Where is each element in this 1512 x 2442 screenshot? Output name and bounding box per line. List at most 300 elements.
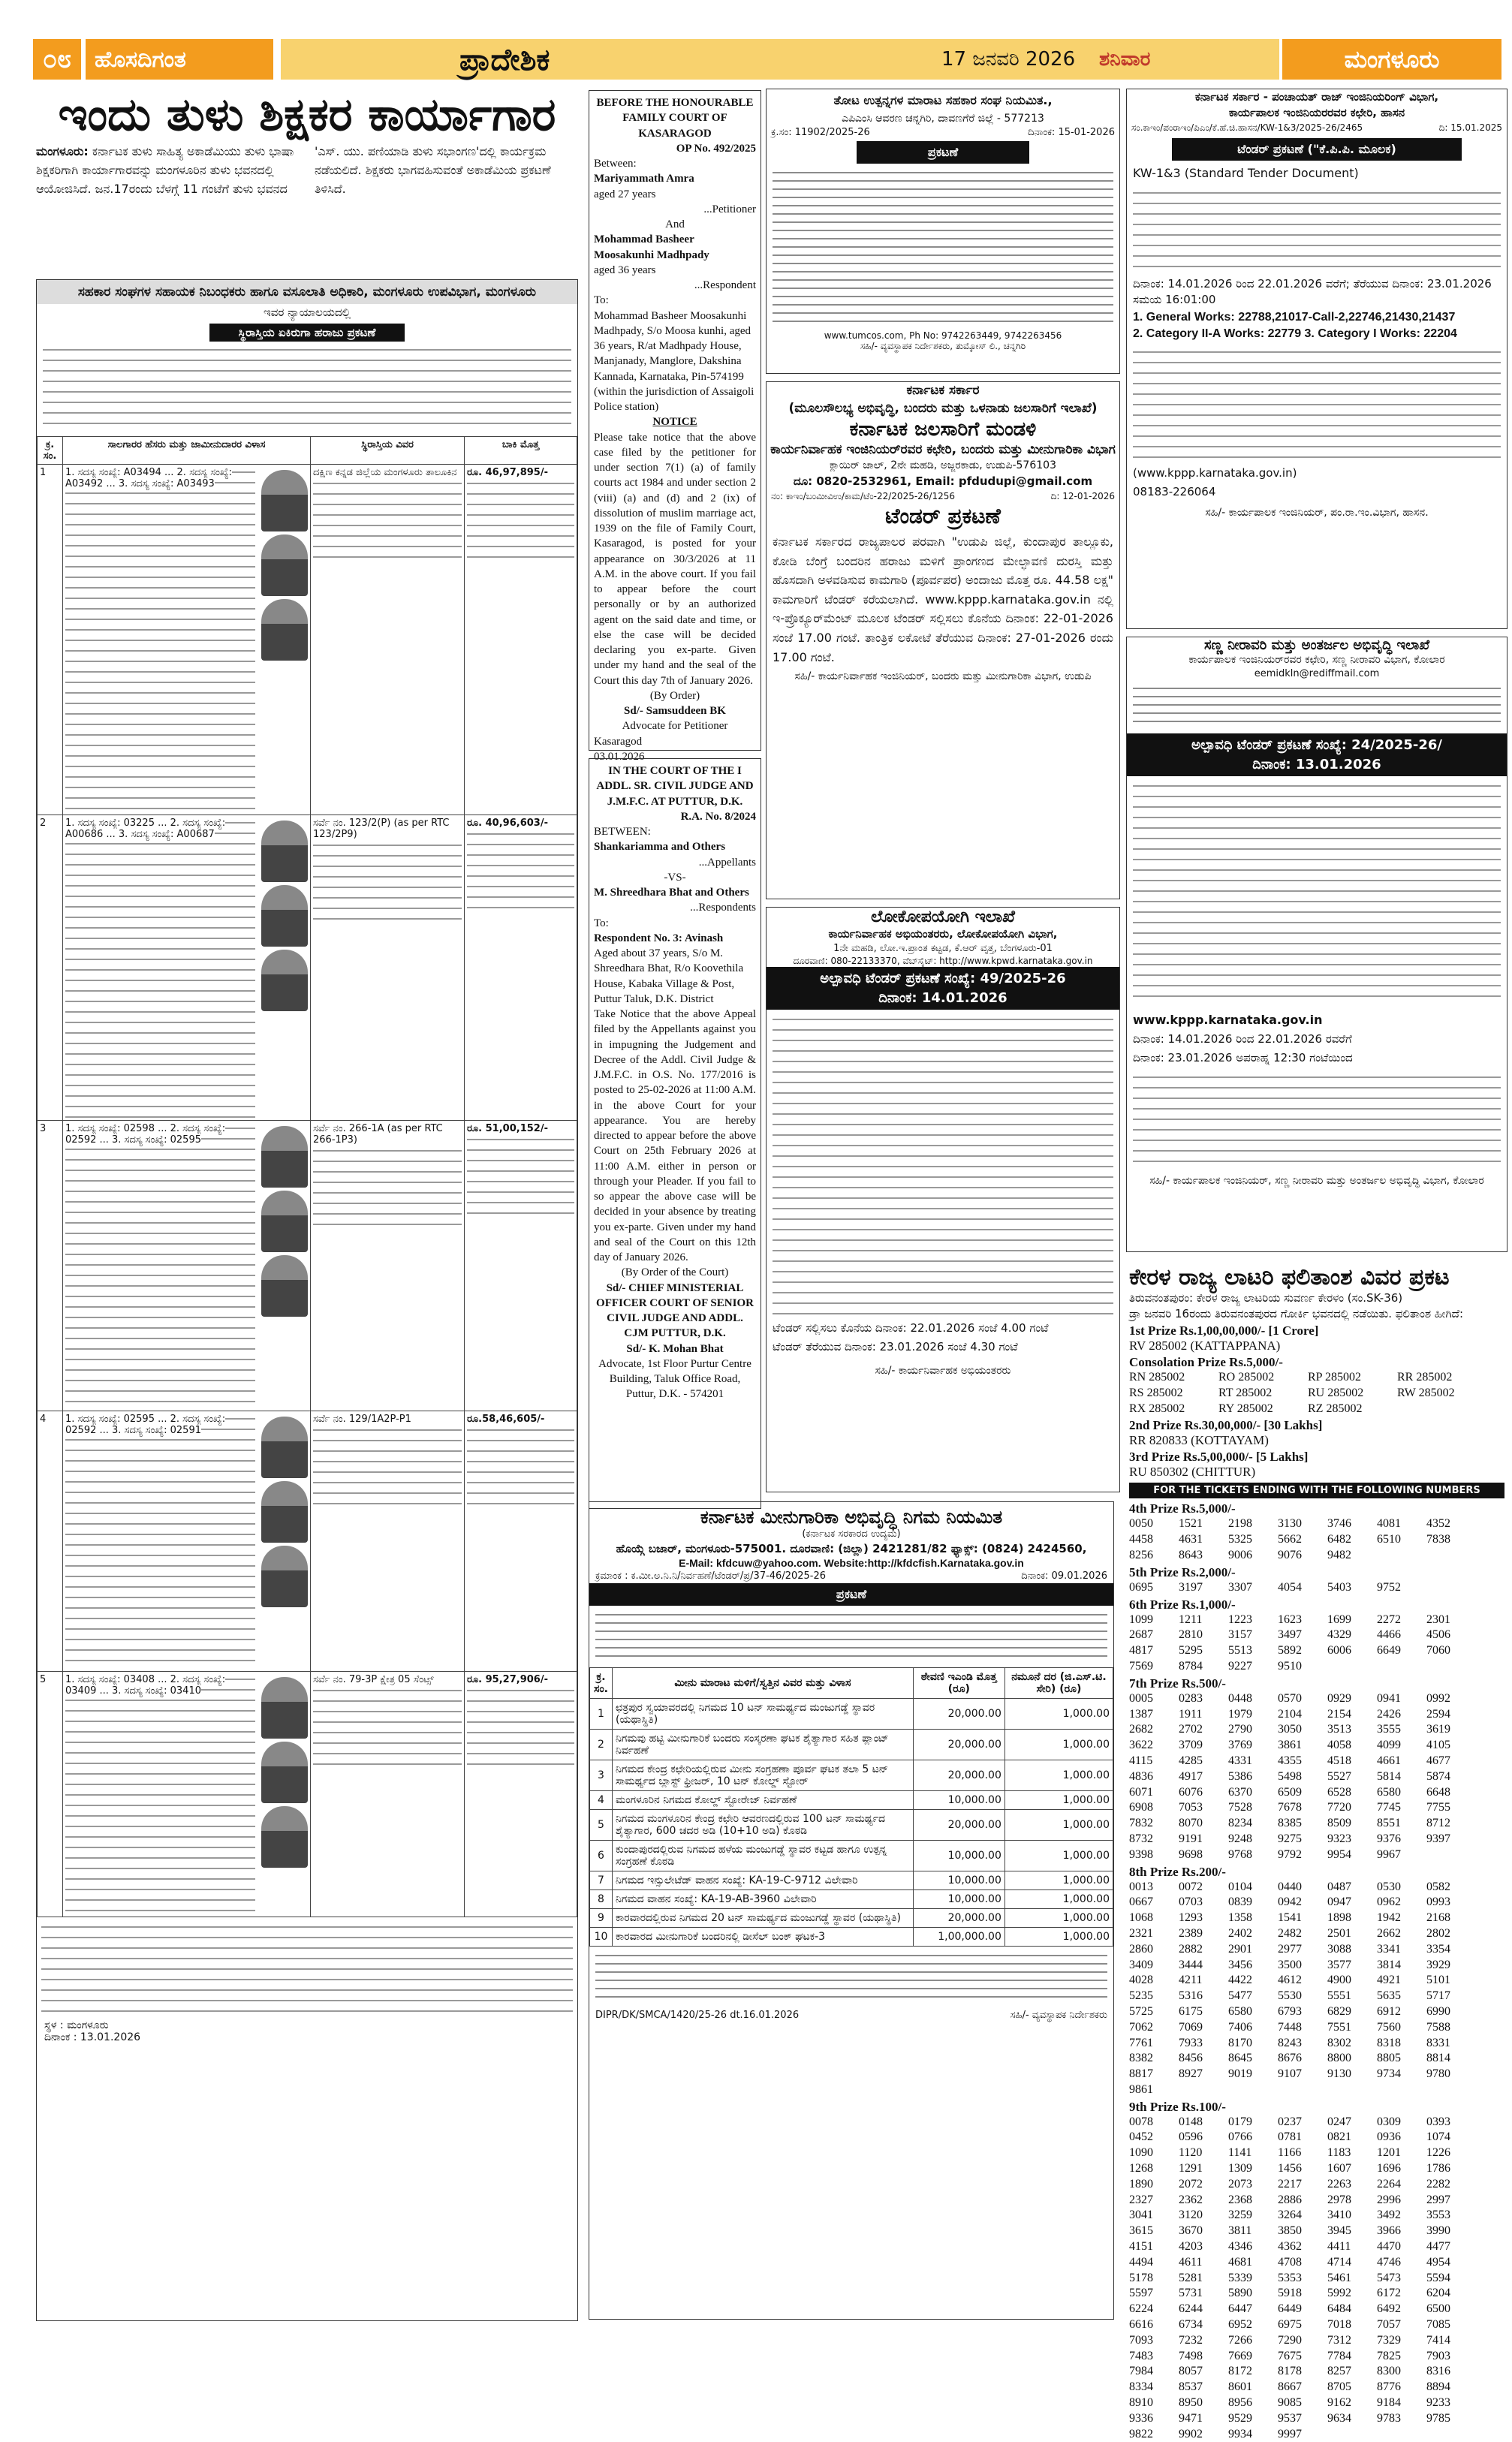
- ticket-number: 5551: [1327, 1989, 1351, 2003]
- ticket-number: 9323: [1327, 1832, 1351, 1845]
- edition-city: ಮಂಗಳೂರು: [1282, 39, 1501, 80]
- court1-petitioner-role: ...Petitioner: [703, 203, 756, 215]
- ticket-number: 2810: [1179, 1628, 1203, 1642]
- ticket-number: 9510: [1278, 1659, 1302, 1673]
- ticket-number: 8805: [1377, 2052, 1401, 2065]
- masthead: [33, 39, 1512, 80]
- ticket-number: 0695: [1129, 1580, 1153, 1594]
- ticket-number: 7483: [1129, 2349, 1153, 2362]
- lead-headline: ಇಂದು ತುಳು ಶಿಕ್ಷಕರ ಕಾರ್ಯಾಗಾರ: [58, 89, 556, 141]
- ticket-number: 1623: [1278, 1612, 1302, 1626]
- court2-to-address: Aged about 37 years, S/o M. Shreedhara Bhat, R/o Koovethila House, Kabaka Village & Post, Puttur Taluk, D.K. District: [594, 947, 744, 1005]
- ticket-number: 9783: [1377, 2411, 1401, 2425]
- ticket-number: 7085: [1426, 2318, 1450, 2332]
- ticket-number: 4331: [1228, 1754, 1252, 1767]
- ticket-number: 1387: [1129, 1707, 1153, 1721]
- kfdc-cell-sl: 6: [590, 1841, 613, 1871]
- ticket-number: 8070: [1179, 1817, 1203, 1830]
- ticket-number: 0781: [1278, 2130, 1302, 2144]
- kfdc-cell-fee: 1,000.00: [1004, 1928, 1113, 1947]
- kfdc-cell-emd: 10,000.00: [913, 1890, 1004, 1909]
- ticket-number: 9529: [1228, 2411, 1252, 2425]
- ticket-number: 7669: [1228, 2349, 1252, 2362]
- pwd-address: 1ನೇ ಮಹಡಿ, ಲೋ.ಇ.ಪ್ರಾಂತ ಕಟ್ಟಡ, ಕೆ.ಆರ್ ವೃತ್ತ, ಬೆಂಗಳೂರು-01: [833, 943, 1053, 954]
- consolation-numbers: [1129, 1370, 1504, 1417]
- ticket-number: 8551: [1377, 1817, 1401, 1830]
- court1-petitioner: Mariyammath Amra: [594, 173, 694, 185]
- ticket-number: RU 285002: [1308, 1386, 1364, 1399]
- ticket-number: 0962: [1377, 1895, 1401, 1909]
- ticket-number: 1786: [1426, 2162, 1450, 2176]
- court2-appellants-role: ...Appellants: [698, 856, 756, 869]
- ticket-number: 4921: [1377, 1974, 1401, 1987]
- ticket-number: 4058: [1327, 1739, 1351, 1752]
- prize-6-label: 6th Prize Rs.1,000/-: [1129, 1597, 1236, 1612]
- ticket-number: 2073: [1228, 2177, 1252, 2191]
- kfdc-cell-fee: 1,000.00: [1004, 1890, 1113, 1909]
- ticket-number: 3769: [1228, 1739, 1252, 1752]
- kfdc-cell-sl: 8: [590, 1890, 613, 1909]
- ticket-number: 2997: [1426, 2193, 1450, 2206]
- ticket-number: 8318: [1377, 2036, 1401, 2049]
- kfdc-cell-fee: 1,000.00: [1004, 1871, 1113, 1890]
- ticket-number: 1223: [1228, 1612, 1252, 1626]
- row-amount-text: ರೂ. 51,00,152/-: [467, 1123, 548, 1134]
- row-amount-text: ರೂ. 40,96,603/-: [467, 818, 548, 829]
- court-notice-kasaragod: [589, 90, 761, 763]
- ticket-number: 8256: [1129, 1548, 1153, 1561]
- row-party-text: 1. ಸದಸ್ಯ ಸಂಖ್ಯೆ: 02595 ... 2. ಸದಸ್ಯ ಸಂಖ್ಯೆ: 02592 ... 3. ಸದಸ್ಯ ಸಂಖ್ಯೆ: 02591: [65, 1414, 226, 1436]
- ticket-number: 8676: [1278, 2052, 1302, 2065]
- ticket-number: 3120: [1179, 2209, 1203, 2222]
- ticket-number: 9954: [1327, 1847, 1351, 1861]
- kfdc-cell-emd: 20,000.00: [913, 1730, 1004, 1760]
- ticket-number: 9398: [1129, 1847, 1153, 1861]
- row-party-text: 1. ಸದಸ್ಯ ಸಂಖ್ಯೆ: A03494 ... 2. ಸದಸ್ಯ ಸಂಖ್ಯೆ: A03492 ... 3. ಸದಸ್ಯ ಸಂಖ್ಯೆ: A03493: [65, 467, 233, 489]
- ticket-number: 0237: [1278, 2115, 1302, 2128]
- kfdc-cell-desc: ನಿಗಮದ ಇನ್ಸುಲೇಟೆಡ್ ವಾಹನ ಸಂಖ್ಯೆ: KA-19-C-9712 ವಿಲೇವಾರಿ: [613, 1871, 914, 1890]
- kfdc-cell-sl: 10: [590, 1928, 613, 1947]
- ticket-number: 0936: [1377, 2130, 1401, 2144]
- pwd-tender: [766, 907, 1120, 1492]
- ticket-number: 8814: [1426, 2052, 1450, 2065]
- section-title: ಪ್ರಾದೇಶಿಕ: [459, 41, 550, 77]
- ticket-number: 9019: [1228, 2067, 1252, 2081]
- ticket-number: 5386: [1228, 1769, 1252, 1783]
- prize-5-numbers: [1129, 1580, 1504, 1596]
- ticket-number: 5530: [1278, 1989, 1302, 2003]
- ticket-number: 0448: [1228, 1691, 1252, 1705]
- ticket-number: 0393: [1426, 2115, 1450, 2128]
- ticket-number: 2154: [1327, 1707, 1351, 1721]
- kfdc-cell-desc: ನಿಗಮವು ಹಟ್ಟಿ ಮೀನುಗಾರಿಕೆ ಬಂದರು ಸಂಸ್ಕರಣಾ ಘಟಕ ಶೈತ್ಯಾಗಾರ ಸಹಿತ ಪ್ಲಾಂಟ್ ನಿರ್ವಹಣೆ: [613, 1730, 914, 1760]
- ticket-number: 6580: [1228, 2004, 1252, 2018]
- pmgsy-sign: ಸಹಿ/- ಕಾರ್ಯಪಾಲಕ ಇಂಜಿನಿಯರ್, ಪಂ.ರಾ.ಇಂ.ವಿಭಾಗ, ಹಾಸನ.: [1205, 507, 1429, 519]
- ticket-number: 0993: [1426, 1895, 1450, 1909]
- ticket-number: 5717: [1426, 1989, 1450, 2003]
- ticket-number: 8178: [1278, 2365, 1302, 2378]
- ticket-number: 2886: [1278, 2193, 1302, 2206]
- ticket-number: 6990: [1426, 2004, 1450, 2018]
- ticket-number: 4836: [1129, 1769, 1153, 1783]
- ticket-number: 4105: [1426, 1739, 1450, 1752]
- tumcos-website: www.tumcos.com, Ph No: 9742263449, 9742263456: [824, 330, 1062, 341]
- ticket-number: 0947: [1327, 1895, 1351, 1909]
- harbour-tender: [766, 381, 1120, 899]
- row-property-text: ದಕ್ಷಿಣ ಕನ್ನಡ ಜಿಲ್ಲೆಯ ಮಂಗಳೂರು ತಾಲೂಕಿನ: [313, 467, 457, 478]
- prize-1-label: 1st Prize Rs.1,00,00,000/- [1 Crore]: [1129, 1323, 1319, 1338]
- ticket-number: 2282: [1426, 2177, 1450, 2191]
- kfdc-terms: [595, 1951, 1107, 2004]
- ticket-number: 2321: [1129, 1926, 1153, 1940]
- ticket-number: 9085: [1278, 2396, 1302, 2410]
- ticket-number: 1979: [1228, 1707, 1252, 1721]
- kfdc-cell-sl: 5: [590, 1810, 613, 1841]
- kfdc-cell-fee: 1,000.00: [1004, 1730, 1113, 1760]
- ticket-number: 0283: [1179, 1691, 1203, 1705]
- borrower-photo: [261, 1806, 308, 1868]
- ticket-number: 2594: [1426, 1707, 1450, 1721]
- ticket-number: 4355: [1278, 1754, 1302, 1767]
- ticket-number: 7448: [1278, 2020, 1302, 2034]
- ticket-number: 4285: [1179, 1754, 1203, 1767]
- ticket-number: 5477: [1228, 1989, 1252, 2003]
- mi-email: eemidkln@rediffmail.com: [1254, 667, 1380, 679]
- ticket-number: 1074: [1426, 2130, 1450, 2144]
- table-row: [590, 1730, 1113, 1760]
- ticket-number: 3513: [1327, 1723, 1351, 1736]
- harbour-board: ಕರ್ನಾಟಕ ಜಲಸಾರಿಗೆ ಮಂಡಳಿ: [849, 417, 1037, 441]
- ticket-number: 2217: [1278, 2177, 1302, 2191]
- row-party-text: 1. ಸದಸ್ಯ ಸಂಖ್ಯೆ: 03225 ... 2. ಸದಸ್ಯ ಸಂಖ್ಯೆ: A00686 ... 3. ಸದಸ್ಯ ಸಂಖ್ಯೆ: A00687: [65, 818, 226, 840]
- court1-notice-body: Please take notice that the above case filed by the petitioner for under section 7(1) (a) of family courts act 1984 and under section 2 (viii) (a) and (d) and 2 (ix) of dissolution of muslim marriage act, 1939 on the file of Family Court, Kasaragod, is posted for your appearance on 30/3/2026 at 11 A.M. in the above court. If you fail to appear before the court personally or by an authorized agent on the said date and time, or else the case will be decided declaring you ex-parte. Given under my hand and the seal of the Court this day 7th of January 2026.: [594, 431, 756, 687]
- ticket-number: 2978: [1327, 2193, 1351, 2206]
- ticket-number: 6648: [1426, 1785, 1450, 1799]
- ticket-number: 5731: [1179, 2287, 1203, 2300]
- ticket-number: 2168: [1426, 1911, 1450, 1925]
- ticket-number: 4054: [1278, 1580, 1302, 1594]
- ticket-number: 6482: [1327, 1533, 1351, 1546]
- court2-between: BETWEEN:: [594, 826, 651, 838]
- ticket-number: 4714: [1327, 2255, 1351, 2269]
- coop-label: ಸ್ಥಿರಾಸ್ತಿಯ ಏಕಿರುಗಾ ಹರಾಜು ಪ್ರಕಟಣೆ: [209, 324, 405, 342]
- ticket-number: 7838: [1426, 1533, 1450, 1546]
- table-row: [590, 1760, 1113, 1791]
- ticket-number: 0104: [1228, 1880, 1252, 1893]
- ticket-number: 8331: [1426, 2036, 1450, 2049]
- ticket-number: 6224: [1129, 2302, 1153, 2316]
- court2-case: R.A. No. 8/2024: [680, 810, 756, 823]
- ticket-number: 2860: [1129, 1942, 1153, 1956]
- ticket-number: 0440: [1278, 1880, 1302, 1893]
- ticket-number: 1890: [1129, 2177, 1153, 2191]
- ticket-number: 6172: [1377, 2287, 1401, 2300]
- court2-respondents: M. Shreedhara Bhat and Others: [594, 887, 749, 899]
- court1-to-label: To:: [594, 294, 609, 307]
- row-property-text: ಸರ್ವೆ ನಂ. 123/2(P) (as per RTC 123/2P9): [313, 818, 450, 840]
- court1-respondent-age: aged 36 years: [594, 263, 656, 276]
- row-amount: [465, 1121, 577, 1411]
- court1-and: And: [665, 218, 685, 230]
- ticket-number: 6449: [1278, 2302, 1302, 2316]
- prize-3-label: 3rd Prize Rs.5,00,000/- [5 Lakhs]: [1129, 1450, 1309, 1465]
- kfdc-title: ಕರ್ನಾಟಕ ಮೀನುಗಾರಿಕಾ ಅಭಿವೃದ್ಧಿ ನಿಗಮ ನಿಯಮಿತ: [700, 1507, 1003, 1528]
- pmgsy-header: ಕರ್ನಾಟಕ ಸರ್ಕಾರ - ಪಂಚಾಯತ್ ರಾಜ್ ಇಂಜಿನಿಯರಿಂಗ್ ವಿಭಾಗ,: [1194, 90, 1439, 104]
- ticket-number: 8645: [1228, 2052, 1252, 2065]
- borrower-photo: [261, 885, 308, 947]
- ticket-number: 0530: [1377, 1880, 1401, 1893]
- ticket-number: 2362: [1179, 2193, 1203, 2206]
- ticket-number: 6447: [1228, 2302, 1252, 2316]
- ticket-number: 1911: [1179, 1707, 1203, 1721]
- row-sl: 1: [38, 465, 63, 815]
- mi-office: ಕಾರ್ಯಪಾಲಕ ಇಂಜಿನಿಯರ್‌ರವರ ಕಛೇರಿ, ಸಣ್ಣ ನೀರಾವರಿ ವಿಭಾಗ, ಕೋಲಾರ: [1188, 654, 1445, 666]
- ticket-number: 8385: [1278, 1817, 1302, 1830]
- ticket-number: 9734: [1377, 2067, 1401, 2081]
- mi-website: www.kppp.karnataka.gov.in: [1133, 1012, 1323, 1027]
- kfdc-cell-emd: 10,000.00: [913, 1871, 1004, 1890]
- ticket-number: 6492: [1377, 2302, 1401, 2316]
- table-row: [590, 1909, 1113, 1928]
- court2-vs: -VS-: [664, 871, 686, 884]
- court2-advocate: Sd/- K. Mohan Bhat: [626, 1342, 724, 1355]
- ticket-number: 7498: [1179, 2349, 1203, 2362]
- ticket-number: 0050: [1129, 1517, 1153, 1531]
- borrower-photo: [261, 1191, 308, 1252]
- ticket-number: 1166: [1278, 2146, 1302, 2160]
- ticket-number: 5316: [1179, 1989, 1203, 2003]
- paper-logo: ಹೊಸದಿಗಂತ: [86, 39, 273, 80]
- kfdc-cell-sl: 4: [590, 1791, 613, 1810]
- court1-signatory: Sd/- Samsuddeen BK: [624, 705, 726, 717]
- prize-9-numbers: [1129, 2115, 1504, 2442]
- ticket-number: 2389: [1179, 1926, 1203, 1940]
- ticket-number: 9471: [1179, 2411, 1203, 2425]
- borrower-photo: [261, 1255, 308, 1317]
- ticket-number: 2198: [1228, 1517, 1252, 1531]
- ticket-number: 3444: [1179, 1958, 1203, 1971]
- ticket-number: 3409: [1129, 1958, 1153, 1971]
- kfdc-cell-fee: 1,000.00: [1004, 1760, 1113, 1791]
- ticket-number: 7414: [1426, 2333, 1450, 2347]
- ticket-number: 1898: [1327, 1911, 1351, 1925]
- ticket-number: 8316: [1426, 2365, 1450, 2378]
- lottery-note: ಡ್ರಾ ಜನವರಿ 16ರಂದು ತಿರುವನಂತಪುರದ ಗೋರ್ಕಿ ಭವನದಲ್ಲಿ ನಡೆಯಿತು. ಫಲಿತಾಂಶ ಹೀಗಿದೆ:: [1129, 1307, 1463, 1320]
- tumcos-ref: ಕ್ರ.ಸಂ: 11902/2025-26: [771, 126, 870, 138]
- ticket-number: 0072: [1179, 1880, 1203, 1893]
- row-property: [311, 815, 465, 1121]
- borrower-photo: [261, 1546, 308, 1607]
- ticket-number: 0078: [1129, 2115, 1153, 2128]
- ticket-number: 9076: [1278, 1548, 1302, 1561]
- kfdc-sign: ಸಹಿ/- ವ್ಯವಸ್ಥಾಪಕ ನಿರ್ದೇಶಕರು: [1010, 2010, 1107, 2022]
- table-row: [38, 1411, 577, 1672]
- ticket-number: 7984: [1129, 2365, 1153, 2378]
- kfdc-cell-desc: ನಿಗಮದ ಕೇಂದ್ರ ಕಛೇರಿಯಲ್ಲಿರುವ ಮೀನು ಸಂಗ್ರಹಣಾ ಪೂರ್ವ ಘಟಕ ತಲಾ 5 ಟನ್ ಸಾಮರ್ಥ್ಯದ ಬ್ಲಾಸ್ಟ್ ಫ್ರೀಜರ್, 10 ಟನ್ ಕೋಲ್ಡ್ ಸ್ಟೋರ್: [613, 1760, 914, 1791]
- ticket-number: 9792: [1278, 1847, 1302, 1861]
- ticket-number: 9785: [1426, 2411, 1450, 2425]
- court2-officer: Sd/- CHIEF MINISTERIAL OFFICER COURT OF SENIOR CIVIL JUDGE AND ADDL. CJM PUTTUR, D.K.: [596, 1281, 754, 1340]
- ticket-number: 6510: [1377, 1533, 1401, 1546]
- kfdc-band: ಪ್ರಕಟಣೆ: [589, 1583, 1113, 1606]
- ticket-number: 2790: [1228, 1723, 1252, 1736]
- kfdc-ref: ಕ್ರಮಾಂಕ : ಕ.ಮೀ.ಅ.ನಿ.ನಿ/ನಿರ್ವಹಣೆ/ಟೆಂಡರ್/ಪ್ರ/37-46/2025-26: [595, 1570, 827, 1582]
- pmgsy-body: [1133, 188, 1501, 270]
- row-amount-text: ರೂ. 46,97,895/-: [467, 467, 548, 478]
- ticket-number: 0703: [1179, 1895, 1203, 1909]
- ticket-number: 1226: [1426, 2146, 1450, 2160]
- ticket-number: 4817: [1129, 1644, 1153, 1658]
- harbour-sign: ಸಹಿ/- ಕಾರ್ಯನಿರ್ವಾಹಕ ಇಂಜಿನಿಯರ್, ಬಂದರು ಮತ್ತು ಮೀನುಗಾರಿಕಾ ವಿಭಾಗ, ಉಡುಪಿ: [794, 670, 1092, 683]
- kfdc-cell-desc: ನಿಗಮದ ವಾಹನ ಸಂಖ್ಯೆ: KA-19-AB-3960 ವಿಲೇವಾರಿ: [613, 1890, 914, 1909]
- ticket-number: RY 285002: [1218, 1402, 1273, 1415]
- ticket-number: 3497: [1278, 1628, 1302, 1642]
- kfdc-address: ಹೊಯ್ಗೆ ಬಜಾರ್, ಮಂಗಳೂರು-575001. ದೂರವಾಣಿ: (ಜಿಲ್ಲಾ) 2421281/82 ಫ್ಯಾಕ್ಸ್: (0824) 2424560,: [616, 1542, 1087, 1556]
- row-sl: 3: [38, 1121, 63, 1411]
- ticket-number: 8334: [1129, 2380, 1153, 2394]
- ticket-number: 7528: [1228, 1801, 1252, 1814]
- ticket-number: 3456: [1228, 1958, 1252, 1971]
- kfdc-cell-desc: ಕಾರವಾರದ ಮೀನುಗಾರಿಕೆ ಬಂದರಿನಲ್ಲಿ ಡೀಸೆಲ್ ಬಂಕ್ ಘಟಕ-3: [613, 1928, 914, 1947]
- ticket-number: 8170: [1228, 2036, 1252, 2049]
- ticket-number: 3746: [1327, 1517, 1351, 1531]
- ticket-number: 8910: [1129, 2396, 1153, 2410]
- ticket-number: 1293: [1179, 1911, 1203, 1925]
- story-text: ಕರ್ನಾಟಕ ತುಳು ಸಾಹಿತ್ಯ ಅಕಾಡೆಮಿಯು ತುಳು ಭಾಷಾ ಶಿಕ್ಷಕರಿಗಾಗಿ ಕಾರ್ಯಾಗಾರವನ್ನು ಮಂಗಳೂರಿನ ತುಳು ಭವನದಲ್ಲಿ ಆಯೋಜಿಸಿದೆ. ಜನ.17ರಂದು ಬೆಳಗ್ಗೆ 11 ಗಂಟೆಗೆ ತುಳು ಭವನದ 'ಎಸ್. ಯು. ಪಣಿಯಾಡಿ ತುಳು ಸಭಾಂಗಣ'ದಲ್ಲಿ ಕಾರ್ಯಕ್ರಮ ನಡೆಯಲಿದೆ. ಶಿಕ್ಷಕರು ಭಾಗವಹಿಸುವಂತೆ ಅಕಾಡೆಮಿಯ ಪ್ರಕಟಣೆ ತಿಳಿಸಿದೆ.: [36, 144, 551, 196]
- kfdc-subtitle: (ಕರ್ನಾಟಕ ಸರಕಾರದ ಉದ್ಯಮ): [802, 1528, 901, 1540]
- court2-appellants: Shankariamma and Others: [594, 841, 726, 854]
- ticket-number: 7406: [1228, 2020, 1252, 2034]
- ticket-number: 1183: [1327, 2146, 1351, 2160]
- ticket-number: 1942: [1377, 1911, 1401, 1925]
- ticket-number: 1120: [1179, 2146, 1203, 2160]
- borrower-photo: [261, 470, 308, 531]
- kfdc-intro: [595, 1610, 1107, 1663]
- ticket-number: 8800: [1327, 2052, 1351, 2065]
- ticket-number: 7062: [1129, 2020, 1153, 2034]
- kfdc-cell-desc: ನಿಗಮದ ಮಂಗಳೂರಿನ ಕೇಂದ್ರ ಕಛೇರಿ ಆವರಣದಲ್ಲಿರುವ 100 ಟನ್ ಸಾಮರ್ಥ್ಯದ ಶೈತ್ಯಾಗಾರ, 600 ಚದರ ಅಡಿ (10+10 ಅಡಿ) ಕೊಠಡಿ: [613, 1810, 914, 1841]
- ticket-number: 5892: [1278, 1644, 1302, 1658]
- ticket-number: 6908: [1129, 1801, 1153, 1814]
- table-row: [38, 1672, 577, 1917]
- ticket-number: 3500: [1278, 1958, 1302, 1971]
- ticket-number: 5281: [1179, 2271, 1203, 2284]
- mi-sign: ಸಹಿ/- ಕಾರ್ಯಪಾಲಕ ಇಂಜಿನಿಯರ್, ಸಣ್ಣ ನೀರಾವರಿ ಮತ್ತು ಅಂತರ್ಜಲ ಅಭಿವೃದ್ಧಿ ವಿಭಾಗ, ಕೋಲಾರ: [1149, 1174, 1484, 1187]
- ticket-number: 8172: [1228, 2365, 1252, 2378]
- ticket-number: 2426: [1377, 1707, 1401, 1721]
- ticket-number: 4470: [1377, 2240, 1401, 2254]
- prize-3-number: RU 850302 (CHITTUR): [1129, 1465, 1256, 1480]
- ticket-number: 7232: [1179, 2333, 1203, 2347]
- ticket-number: 1541: [1278, 1911, 1302, 1925]
- ticket-number: 3577: [1327, 1958, 1351, 1971]
- ticket-number: 4458: [1129, 1533, 1153, 1546]
- ticket-number: 0013: [1129, 1880, 1153, 1893]
- ticket-number: RW 285002: [1397, 1386, 1455, 1399]
- table-row: [590, 1841, 1113, 1871]
- ticket-number: 1201: [1377, 2146, 1401, 2160]
- ticket-number: 4028: [1129, 1974, 1153, 1987]
- ticket-number: 9822: [1129, 2427, 1153, 2440]
- pmgsy-ref: ಸಂ.ಕಾಇಂ/ಪಂರಾಇಂ/ಪಿಎಂ/ಕೆ.ಹೆ.ಚಿ.ಹಾಸನ/KW-1&3/2025-26/2465: [1131, 122, 1363, 133]
- mi-date-range: ದಿನಾಂಕ: 14.01.2026 ರಿಂದ 22.01.2026 ರವರೆಗೆ: [1133, 1031, 1352, 1046]
- borrower-photo: [261, 821, 308, 882]
- coop-footer: [37, 2016, 577, 2046]
- ticket-number: 3850: [1278, 2224, 1302, 2238]
- ticket-number: 1309: [1228, 2162, 1252, 2176]
- row-amount: [465, 465, 577, 815]
- kfdc-cell-emd: 20,000.00: [913, 1699, 1004, 1730]
- ticket-number: 3492: [1377, 2209, 1401, 2222]
- ticket-number: 8784: [1179, 1659, 1203, 1673]
- ticket-number: 1699: [1327, 1612, 1351, 1626]
- ticket-number: 1696: [1377, 2162, 1401, 2176]
- kfdc-cell-desc: ಛತ್ರಪುರ ಸ್ವಯಾವರದಲ್ಲಿ ನಿಗಮದ 10 ಟನ್ ಸಾಮರ್ಥ್ಯದ ಮಂಜುಗಡ್ಡೆ ಸ್ಥಾವರ (ಯಥಾಸ್ಥಿತಿ): [613, 1699, 914, 1730]
- ticket-number: 4346: [1228, 2240, 1252, 2254]
- ticket-number: 7053: [1179, 1801, 1203, 1814]
- row-party: [63, 1672, 311, 1917]
- ticket-number: RS 285002: [1129, 1386, 1183, 1399]
- ticket-number: 6006: [1327, 1644, 1351, 1658]
- kfdc-cell-desc: ಕಾರವಾರದಲ್ಲಿರುವ ನಿಗಮದ 20 ಟನ್ ಸಾಮರ್ಥ್ಯದ ಮಂಜುಗಡ್ಡೆ ಸ್ಥಾವರ (ಯಥಾಸ್ಥಿತಿ): [613, 1909, 914, 1928]
- prize-4-label: 4th Prize Rs.5,000/-: [1129, 1501, 1236, 1516]
- ticket-number: 2901: [1228, 1942, 1252, 1956]
- ticket-number: 0452: [1129, 2130, 1153, 2144]
- ticket-number: 4681: [1228, 2255, 1252, 2269]
- ticket-number: 5527: [1327, 1769, 1351, 1783]
- harbour-govt: ಕರ್ನಾಟಕ ಸರ್ಕಾರ: [906, 383, 980, 398]
- ticket-number: 9162: [1327, 2396, 1351, 2410]
- ticket-number: 3259: [1228, 2209, 1252, 2222]
- court2-advocate-role: Advocate, 1st Floor Purtur Centre Building, Taluk Office Road, Puttur, D.K. - 574201: [598, 1357, 751, 1401]
- page-number: ೦೮: [33, 39, 81, 80]
- ticket-number: 5461: [1327, 2271, 1351, 2284]
- ticket-number: 6616: [1129, 2318, 1153, 2332]
- kfdc-cell-emd: 20,000.00: [913, 1760, 1004, 1791]
- pmgsy-body-2: [1133, 347, 1501, 459]
- ticket-number: 4362: [1278, 2240, 1302, 2254]
- ticket-number: 4203: [1179, 2240, 1203, 2254]
- ticket-number: 7312: [1327, 2333, 1351, 2347]
- ticket-number: 4746: [1377, 2255, 1401, 2269]
- ticket-number: 4612: [1278, 1974, 1302, 1987]
- ticket-number: 7060: [1426, 1644, 1450, 1658]
- borrower-photo: [261, 1417, 308, 1478]
- ticket-number: 9634: [1327, 2411, 1351, 2425]
- tumcos-header: ತೋಟ ಉತ್ಪನ್ನಗಳ ಮಾರಾಟ ಸಹಕಾರ ಸಂಘ ನಿಯಮಿತ.,: [833, 93, 1053, 107]
- ticket-number: 8667: [1278, 2380, 1302, 2394]
- kfdc-cell-sl: 1: [590, 1699, 613, 1730]
- ticket-number: 2662: [1377, 1926, 1401, 1940]
- row-property-text: ಸರ್ವೆ ನಂ. 129/1A2P-P1: [313, 1414, 411, 1425]
- ticket-number: 6734: [1179, 2318, 1203, 2332]
- kfdc-cell-sl: 3: [590, 1760, 613, 1791]
- ticket-number: 9275: [1278, 1832, 1302, 1845]
- ticket-number: 8300: [1377, 2365, 1401, 2378]
- coop-intro-text: [43, 345, 571, 433]
- ticket-number: 6952: [1228, 2318, 1252, 2332]
- ticket-number: 0929: [1327, 1691, 1351, 1705]
- ticket-number: 5235: [1129, 1989, 1153, 2003]
- kfdc-cell-sl: 9: [590, 1909, 613, 1928]
- ticket-number: 2702: [1179, 1723, 1203, 1736]
- row-property: [311, 1411, 465, 1672]
- ticket-number: 0839: [1228, 1895, 1252, 1909]
- table-row: [590, 1890, 1113, 1909]
- ticket-number: 6500: [1426, 2302, 1450, 2316]
- ticket-number: 2882: [1179, 1942, 1203, 1956]
- ticket-number: 9248: [1228, 1832, 1252, 1845]
